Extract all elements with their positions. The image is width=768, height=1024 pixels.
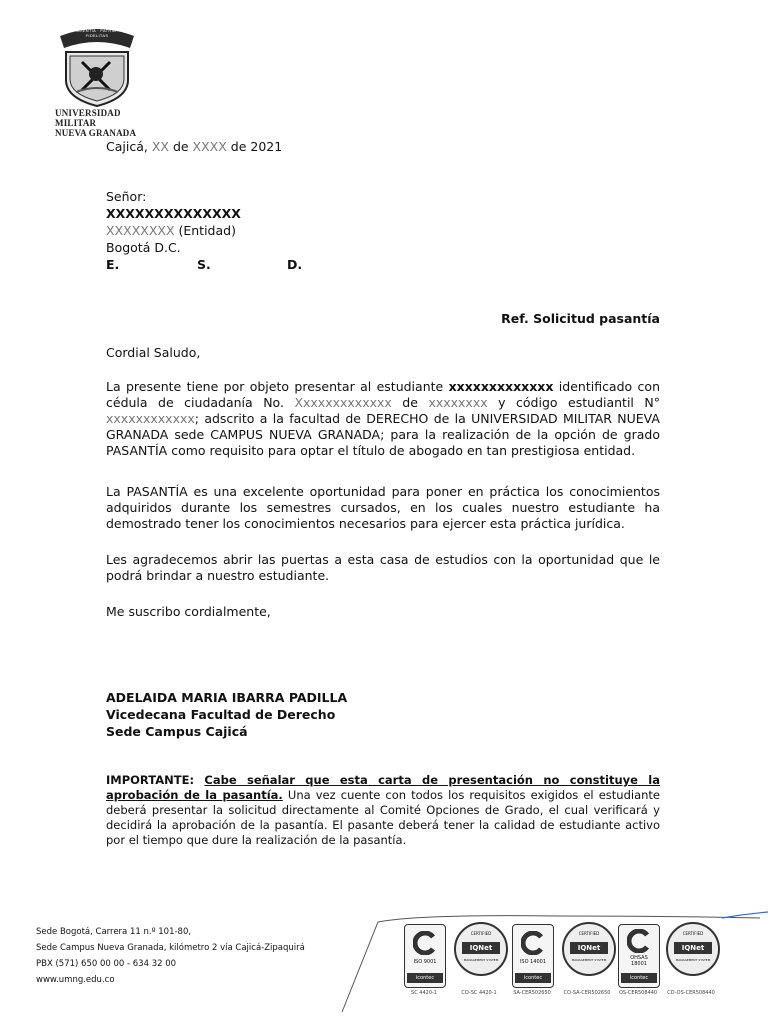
p1-id-city: xxxxxxxx <box>428 395 488 410</box>
note-body: Una vez cuente con todos los requisitos exigidos el estudiante deberá presentar la solicitud directamente al Comité Opciones de Grado, el cual verificará y decidirá la aprobación de la pasantía. El pasante deberá tener la calidad de estudiante activo por el tiempo que dure la realización de la pasantía. <box>106 788 660 847</box>
important-note <box>106 773 660 848</box>
iqnet-mgmt-text: MANAGEMENT SYSTEM <box>571 958 607 962</box>
iqnet-badge-1 <box>454 922 508 976</box>
iqnet-label: IQNet <box>462 942 500 954</box>
signer-title: Vicedecana Facultad de Derecho <box>106 707 336 722</box>
addressee-city: Bogotá D.C. <box>106 240 181 255</box>
iqnet-certified-text: CERTIFIED <box>578 931 600 936</box>
iqnet-certified-text: CERTIFIED <box>470 931 492 936</box>
paragraph-3: Les agradecemos abrir las puertas a esta casa de estudios con la oportunidad que le podrá brindar a nuestro estudiante. <box>106 552 660 583</box>
iqnet-label: IQNet <box>674 942 712 954</box>
p1-mid2: de <box>391 395 429 410</box>
date-de: de <box>168 139 193 154</box>
badge-icontec-label: icontec <box>407 973 443 983</box>
reference-line: Ref. Solicitud pasantía <box>501 311 660 326</box>
footer-line-2: Sede Campus Nueva Granada, kilómetro 2 vía Cajicá-Zipaquirá <box>36 943 305 953</box>
closing: Me suscribo cordialmente, <box>106 604 271 619</box>
signature-block <box>106 689 347 740</box>
addressee-entity <box>106 223 241 240</box>
p1-id-number: Xxxxxxxxxxxxx <box>294 395 392 410</box>
footer-line-3: PBX (571) 650 00 00 - 634 32 00 <box>36 959 177 969</box>
esd-s: S. <box>197 257 211 272</box>
date-day: XX <box>151 139 169 154</box>
badge-standard: ISO 9001 <box>413 959 437 965</box>
addressee-esd <box>106 257 303 274</box>
iqnet-mgmt-text: MANAGEMENT SYSTEM <box>675 958 711 962</box>
paragraph-1 <box>106 379 660 459</box>
note-underlined: Cabe señalar que esta carta de presentación no constituye la aprobación de la pasantía. <box>106 773 660 802</box>
university-name-line2: NUEVA GRANADA <box>55 128 137 138</box>
p1-code: xxxxxxxxxxxx <box>106 411 195 426</box>
badge-icontec-label: icontec <box>515 973 551 983</box>
place-date <box>106 139 282 155</box>
badge-standard: OHSAS 18001 <box>630 955 648 967</box>
esd-d: D. <box>287 257 303 272</box>
badge-icontec-label: icontec <box>621 973 657 983</box>
icontec-logo-icon <box>627 929 651 953</box>
badge-code: SA-CER502650 <box>513 990 551 996</box>
iqnet-certified-text: CERTIFIED <box>682 931 704 936</box>
iqnet-label: IQNet <box>570 942 608 954</box>
addressee-entity-placeholder: XXXXXXXX <box>106 223 175 238</box>
date-year: de 2021 <box>226 139 283 154</box>
icontec-badge-ohsas18001 <box>618 924 660 988</box>
badge-standard: ISO 14001 <box>519 959 547 965</box>
esd-e: E. <box>106 257 120 272</box>
paragraph-2: La PASANTÍA es una excelente oportunidad para poner en práctica los conocimientos adquiridos durante los semestres cursados, en los cuales nuestro estudiante ha demostrado tener los conocimientos necesarios para ejercer esta práctica jurídica. <box>106 484 660 531</box>
certification-badges <box>404 920 724 1000</box>
greeting: Cordial Saludo, <box>106 345 201 360</box>
icontec-badge-iso14001 <box>512 924 554 988</box>
iqnet-badge-2 <box>562 922 616 976</box>
addressee-block <box>106 189 303 274</box>
iqnet-badge-3 <box>666 922 720 976</box>
iqnet-mgmt-text: MANAGEMENT SYSTEM <box>463 958 499 962</box>
icontec-logo-icon <box>521 931 545 955</box>
date-month: XXXX <box>192 139 227 154</box>
p1-intro: La presente tiene por objeto presentar al estudiante <box>106 379 449 394</box>
footer-address <box>36 924 305 988</box>
date-city: Cajicá, <box>106 139 152 154</box>
university-name-line1: UNIVERSIDAD MILITAR <box>55 108 121 128</box>
university-name <box>55 108 155 138</box>
p1-mid3: y código estudiantil N° <box>487 395 661 410</box>
badge-code: CO-SC 4420-1 <box>461 990 497 996</box>
p1-mid1: identificado con cédula de ciudadanía No. <box>106 379 660 410</box>
footer-line-4: www.umng.edu.co <box>36 975 115 985</box>
note-label: IMPORTANTE: <box>106 773 205 787</box>
signer-campus: Sede Campus Cajicá <box>106 724 248 739</box>
badge-code: SC 4420-1 <box>411 990 437 996</box>
addressee-entity-label: (Entidad) <box>174 223 236 238</box>
icontec-logo-icon <box>413 931 437 955</box>
logo-motto: SCIENTIA · PATRIA · FIDELITAS <box>75 28 119 38</box>
icontec-badge-iso9001 <box>404 924 446 988</box>
p1-rest: ; adscrito a la facultad de DERECHO de la UNIVERSIDAD MILITAR NUEVA GRANADA sede CAMPUS NUEVA GRANADA; para la realización de la opción de grado PASANTÍA como requisito para optar el título de abogado en tan prestigiosa entidad. <box>106 411 660 458</box>
addressee-name: XXXXXXXXXXXXXX <box>106 206 241 221</box>
badge-code: OS-CER508440 <box>618 990 658 996</box>
badge-code: CO-OS-CER508440 <box>667 990 715 996</box>
p1-student: xxxxxxxxxxxxx <box>448 379 554 394</box>
signer-name: ADELAIDA MARIA IBARRA PADILLA <box>106 690 348 705</box>
badge-code: CO-SA-CER502650 <box>563 990 611 996</box>
footer-line-1: Sede Bogotá, Carrera 11 n.º 101-80, <box>36 927 192 937</box>
addressee-salutation: Señor: <box>106 189 147 204</box>
